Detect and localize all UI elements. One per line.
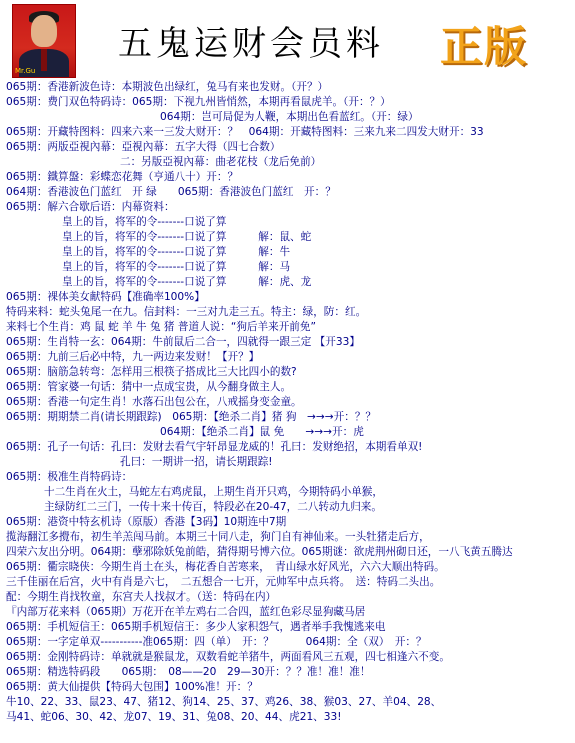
text-line: 065期：一字定单双-----------准065期：四（单） 开：？ 064期：全（双） 开：？ xyxy=(6,636,427,648)
text-line: 065期：金刚特码诗：单就就是猴鼠龙，双数看蛇羊猪牛，两面看风三五观，四七相逢六不变。 xyxy=(6,651,450,663)
text-line: 065期：极准生肖特码诗： xyxy=(6,471,133,483)
text-line: 牛10、22、33、鼠23、47、猪12、狗14、25、37、鸡26、38、猴03、27、羊04、28、 xyxy=(6,696,442,708)
photo-face xyxy=(31,15,57,47)
text-line: 065期：管家婆一句话：猜中一点成宝贵，从今翻身做主人。 xyxy=(6,381,292,393)
text-line: 065期：鐵算盤：彩蝶恋花舞（亨通八十）开：？ xyxy=(6,171,239,183)
text-line: 特码来料：蛇头兔尾一在九。信封料：一三对九走三五。特主：绿，防：红。 xyxy=(6,306,367,318)
page-title: 五鬼运财会员料 xyxy=(118,24,384,64)
text-line: 主绿防红二三门，一传十来十传百，特段必在20-47，二八转动九归来。 xyxy=(44,501,382,513)
text-line: 065期：香港一句定生肖！水落石出包公在，八戒摇身变金童。 xyxy=(6,396,302,408)
text-line: 三千佳丽在后宫，火中有肖是六七， 二五想合一七开，元帅军中点兵将。 送：特码二头出。 xyxy=(6,576,441,588)
text-line: 065期：孔子一句话：孔曰：发财去看气宇轩昂显龙威的！孔曰：发财绝招，本期看单双! xyxy=(6,441,423,453)
text-line: 065期：港资中特玄机诗（原版）香港【3码】10期连中7期 xyxy=(6,516,287,528)
text-line: 皇上的旨，将军的令-------口说了算 解：虎、龙 xyxy=(62,276,312,288)
text-line: 064期：香港波色门蓝红 开 绿 065期：香港波色门蓝红 开：？ xyxy=(6,186,336,198)
text-line: 配：今期生肖找牧童，东宫夫人找叔才。（送：特码在内） xyxy=(6,591,277,603)
text-line: 皇上的旨，将军的令-------口说了算 xyxy=(62,216,227,228)
text-line: 马41、蛇06、30、42、龙07、19、31、兔08、20、44、虎21、33! xyxy=(6,711,342,723)
text-line: 065期：香港新波色诗：本期波色出绿红，兔马有来也发财。（开？） xyxy=(6,81,329,93)
text-line: 065期：黄大仙提供【特码大包围】100%准！开：？ xyxy=(6,681,258,693)
photo-tie xyxy=(41,49,47,71)
text-line: 065期：脑筋急转弯：怎样用三根筷子搭成比三大比四小的数? xyxy=(6,366,297,378)
text-line: 皇上的旨，将军的令-------口说了算 解：鼠、蛇 xyxy=(62,231,312,243)
text-line: 065期：衢宗晓侠：今期生肖土在头，梅花香自苦寒来， 青山绿水好风光，六六大顺出特码。 xyxy=(6,561,445,573)
text-line: 四荣六友出分明。064期：孽邪除妖兔前皓，猜得期号博六位。065期谜：欲虎荆州砌日还，一八飞黄五腾达 xyxy=(6,546,513,558)
text-line: 二：另版亞視內幕：曲老花枝（龙后免前） xyxy=(120,156,322,168)
photo-caption: Mr.Gu xyxy=(15,67,36,75)
text-line: 065期：手机短信王：065期手机短信王：多少人家积怨气，遇者举手我愧逃来电 xyxy=(6,621,386,633)
text-line: 065期：期期禁二肖(请长期跟踪) 065期：【绝杀二肖】猪 狗 →→→开：？？ xyxy=(6,411,377,423)
text-line: 065期：两版亞視內幕：亞視內幕：五字大得（四七合数） xyxy=(6,141,281,153)
text-line: 064期：岂可局促为人鞭，本期出色看蓝红。（开：绿） xyxy=(160,111,419,123)
text-line: 065期：九前三后必中特，九一两边来发财！【开？】 xyxy=(6,351,260,363)
text-line: 065期：开藏特图料：四来六来一三发大财开：？ 064期：开藏特图料：三来九来二四发大财开：33 xyxy=(6,126,484,138)
text-line: 065期：精选特码段 065期： 08——20 29—30开：？？准！准！准！ xyxy=(6,666,371,678)
text-line: 孔曰：一期讲一招，请长期跟踪! xyxy=(120,456,273,468)
text-line: 来料七个生肖：鸡 鼠 蛇 羊 牛 兔 猪 普道人说：“狗后羊来开前免” xyxy=(6,321,316,333)
text-line: 065期：生肖特一玄：064期：牛前鼠后二合一，四就得一跟三定 【开33】 xyxy=(6,336,360,348)
text-line: 064期：【绝杀二肖】鼠 免 →→→开：虎 xyxy=(160,426,364,438)
text-line: 揽海翻江多攪布，初生羊羔闯马前。本期三十同八走，狗门自有神仙来。一头牡猪走后方， xyxy=(6,531,430,543)
text-line: 065期：费门双色特码诗：065期：下视九州皆悄然，本期再看鼠虎羊。（开：？） xyxy=(6,96,391,108)
author-photo xyxy=(12,4,76,78)
text-line: 065期：解六合歇后语：内幕资料： xyxy=(6,201,175,213)
genuine-badge: 正版 xyxy=(440,22,529,71)
content-lines xyxy=(0,80,575,725)
header xyxy=(0,0,575,80)
text-line: 065期：裸体美女献特码【准确率100%】 xyxy=(6,291,205,303)
text-line: 十二生肖在火土，马蛇左右鸡虎鼠，上期生肖开只鸡，今期特码小单猴， xyxy=(44,486,383,498)
text-line: 皇上的旨，将军的令-------口说了算 解：马 xyxy=(62,261,291,273)
text-line: 『内部万花来料（065期）万花开在羊左鸡右二合四，蓝红色彩尽显狗藏马居 xyxy=(6,606,366,618)
text-line: 皇上的旨，将军的令-------口说了算 解：牛 xyxy=(62,246,291,258)
